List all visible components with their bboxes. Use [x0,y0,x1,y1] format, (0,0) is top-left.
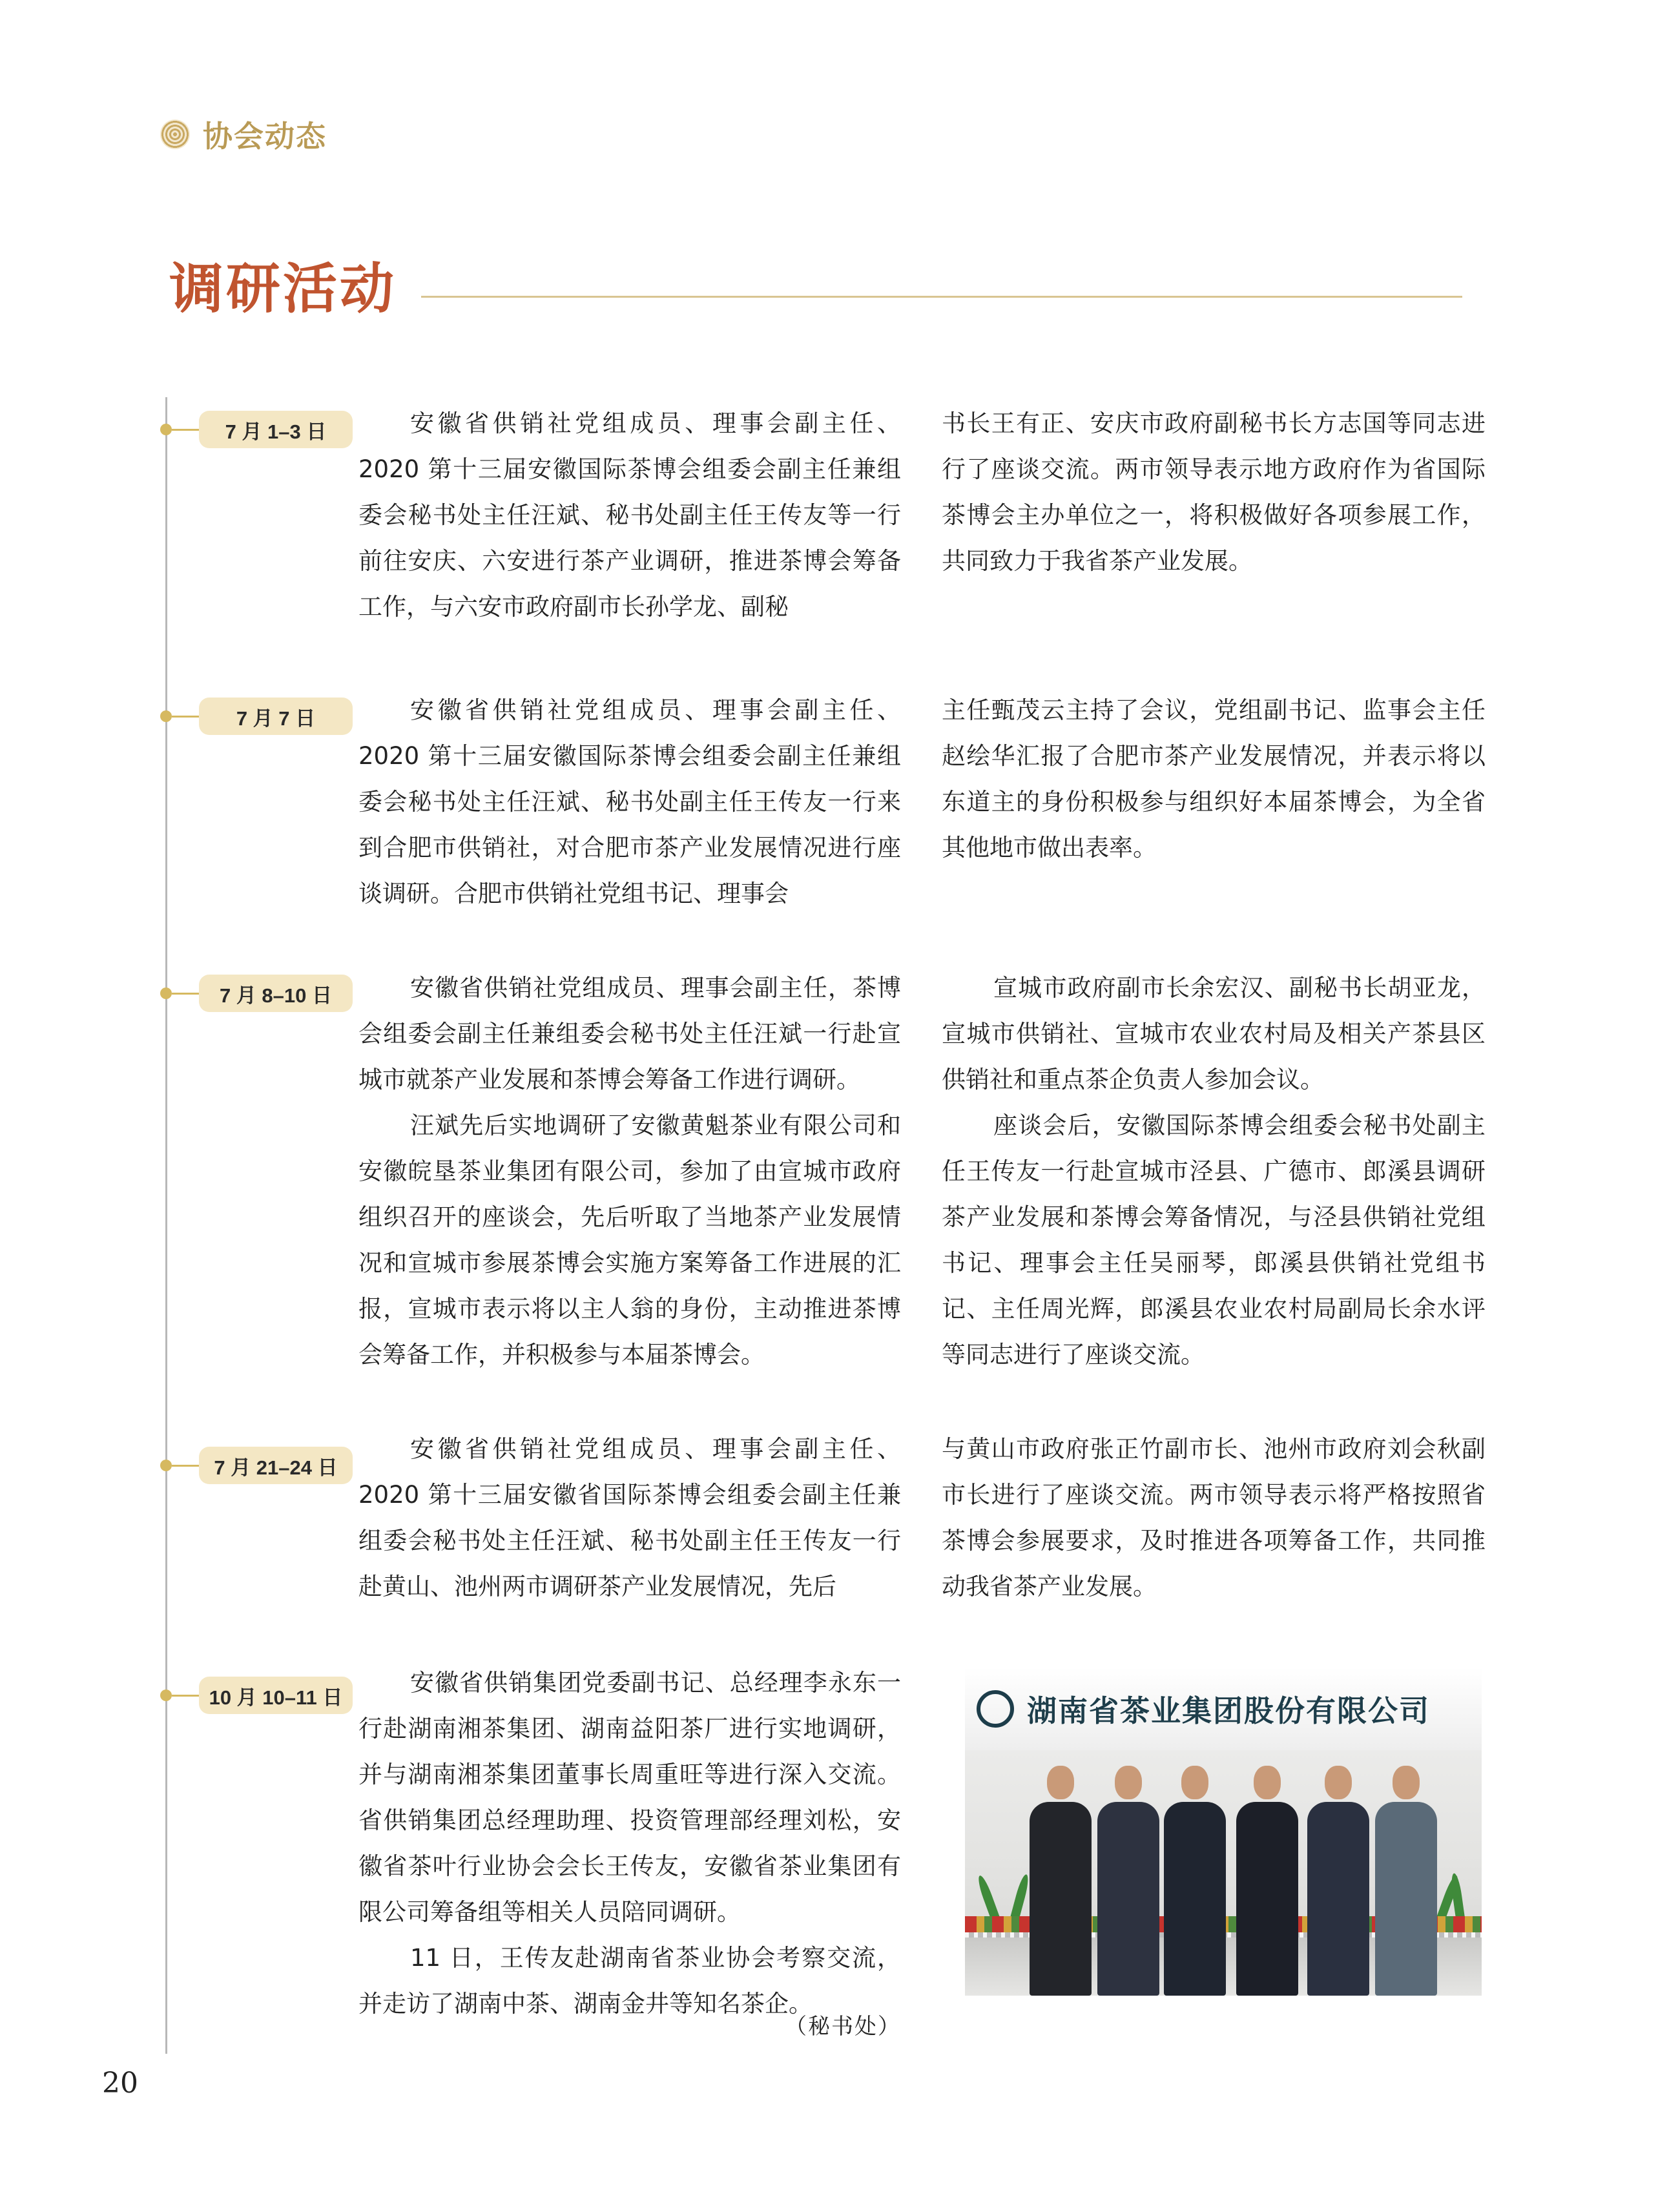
paragraph: 安徽省供销社党组成员、理事会副主任、2020 第十三届安徽省国际茶博会组委会副主任兼组委会秘书处主任汪斌、秘书处副主任王传友一行赴黄山、池州两市调研茶产业发展情况，先后 [358,1435,901,1600]
entry-right-text [942,687,1486,871]
entry-left-text [358,965,901,1378]
person [1375,1766,1437,1996]
timeline-marker [165,1677,353,1714]
timeline-dot [160,424,172,435]
entry-left-text [358,687,901,916]
paragraph: 主任甄茂云主持了会议，党组副书记、监事会主任赵绘华汇报了合肥市茶产业发展情况，并表示将以东道主的身份积极参与组织好本届茶博会，为全省其他地市做出表率。 [942,696,1486,862]
timeline-dot [160,987,172,999]
photo-signboard [965,1668,1482,1750]
date-badge: 7 月 21–24 日 [199,1447,353,1484]
timeline-dot [160,1690,172,1701]
timeline-dot [160,1460,172,1471]
entry-left-text [358,1426,901,1609]
paragraph: 安徽省供销社党组成员、理事会副主任，茶博会组委会副主任兼组委会秘书处主任汪斌一行赴宣城市就茶产业发展和茶博会筹备工作进行调研。 [358,974,901,1093]
date-badge: 7 月 7 日 [199,698,353,735]
entry-right-text [942,1426,1486,1609]
paragraph: 安徽省供销社党组成员、理事会副主任、2020 第十三届安徽国际茶博会组委会副主任兼组委会秘书处主任汪斌、秘书处副主任王传友一行来到合肥市供销社，对合肥市茶产业发展情况进行座谈调研。合肥市供销社党组书记、理事会 [358,696,901,907]
paragraph: 宣城市政府副市长余宏汉、副秘书长胡亚龙，宣城市供销社、宣城市农业农村局及相关产茶县区供销社和重点茶企负责人参加会议。 [942,974,1486,1093]
timeline-marker [165,411,353,448]
timeline-marker [165,698,353,735]
entry-right-text [942,965,1486,1378]
page-number: 20 [102,2067,138,2100]
date-badge: 7 月 1–3 日 [199,411,353,448]
paragraph: 11 日，王传友赴湖南省茶业协会考察交流，并走访了湖南中茶、湖南金井等知名茶企。 [358,1944,901,2018]
date-badge: 7 月 8–10 日 [199,975,353,1012]
paragraph: 汪斌先后实地调研了安徽黄魁茶业有限公司和安徽皖垦茶业集团有限公司，参加了由宣城市政府组织召开的座谈会，先后听取了当地茶产业发展情况和宣城市参展茶博会实施方案筹备工作进展的汇报，宣城市表示将以主人翁的身份，主动推进茶博会筹备工作，并积极参与本届茶博会。 [358,1111,901,1369]
person [1097,1766,1159,1996]
paragraph: 与黄山市政府张正竹副市长、池州市政府刘会秋副市长进行了座谈交流。两市领导表示将严格按照省茶博会参展要求，及时推进各项筹备工作，共同推动我省茶产业发展。 [942,1435,1486,1600]
timeline-line [165,397,167,2054]
company-logo-icon [977,1690,1014,1728]
entry-left-text [358,1660,901,2027]
person [1164,1766,1226,1996]
group-photo [965,1668,1482,1996]
title-divider [421,296,1462,298]
date-badge: 10 月 10–11 日 [199,1677,353,1714]
paragraph: 座谈会后，安徽国际茶博会组委会秘书处副主任王传友一行赴宣城市泾县、广德市、郎溪县调研茶产业发展和茶博会筹备情况，与泾县供销社党组书记、理事会主任吴丽琴，郎溪县供销社党组书记、主任周光辉，郎溪县农业农村局副局长余水评等同志进行了座谈交流。 [942,1111,1486,1369]
person [1236,1766,1298,1996]
person [1307,1766,1369,1996]
paragraph: 书长王有正、安庆市政府副秘书长方志国等同志进行了座谈交流。两市领导表示地方政府作为省国际茶博会主办单位之一，将积极做好各项参展工作，共同致力于我省茶产业发展。 [942,409,1486,575]
paragraph: 安徽省供销集团党委副书记、总经理李永东一行赴湖南湘茶集团、湖南益阳茶厂进行实地调研，并与湖南湘茶集团董事长周重旺等进行深入交流。省供销集团总经理助理、投资管理部经理刘松，安徽省茶叶行业协会会长王传友，安徽省茶业集团有限公司筹备组等相关人员陪同调研。 [358,1669,901,1926]
entry-left-text [358,400,901,630]
section-label: 协会动态 [203,119,327,154]
timeline-marker [165,1447,353,1484]
timeline-marker [165,975,353,1012]
person [1030,1766,1092,1996]
page-title: 调研活动 [169,256,397,320]
timeline-dot [160,710,172,722]
paragraph: 安徽省供销社党组成员、理事会副主任、2020 第十三届安徽国际茶博会组委会副主任兼组委会秘书处主任汪斌、秘书处副主任王传友等一行前往安庆、六安进行茶产业调研，推进茶博会筹备工作，与六安市政府副市长孙学龙、副秘 [358,409,901,621]
signboard-text: 湖南省茶业集团股份有限公司 [1027,1693,1430,1728]
entry-right-text [942,400,1486,584]
author-signature: （秘书处） [785,2014,901,2040]
section-header [160,113,327,156]
concentric-circle-icon [160,119,190,149]
